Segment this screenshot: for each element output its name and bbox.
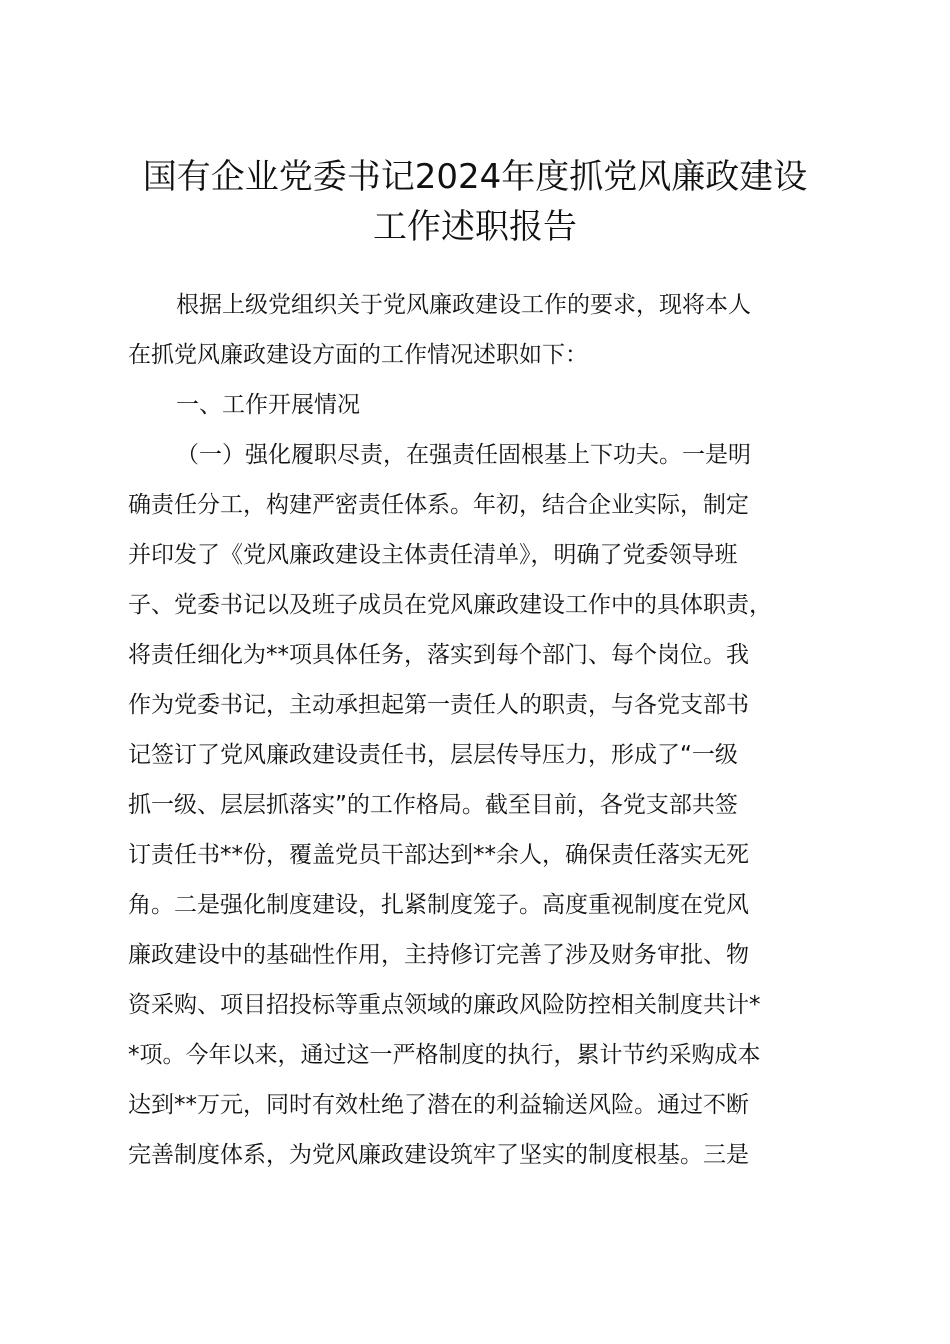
- title-line-1: 国有企业党委书记2024年度抓党风廉政建设: [142, 157, 808, 197]
- paragraph-line: 记签订了党风廉政建设责任书，层层传导压力，形成了“一级: [128, 742, 738, 768]
- intro-line-1: 根据上级党组织关于党风廉政建设工作的要求，现将本人: [176, 292, 751, 318]
- paragraph-line: 并印发了《党风廉政建设主体责任清单》，明确了党委领导班: [128, 542, 738, 568]
- document-body: [128, 280, 833, 1180]
- paragraph-line: 作为党委书记，主动承担起第一责任人的职责，与各党支部书: [128, 692, 749, 718]
- paragraph-line: 完善制度体系，为党风廉政建设筑牢了坚实的制度根基。三是: [128, 1142, 749, 1168]
- paragraph-line: *项。今年以来，通过这一严格制度的执行，累计节约采购成本: [128, 1042, 761, 1068]
- paragraph-line: 订责任书**份，覆盖党员干部达到**余人，确保责任落实无死: [128, 842, 749, 868]
- paragraph-line: 达到**万元，同时有效杜绝了潜在的利益输送风险。通过不断: [128, 1092, 749, 1118]
- paragraph-line: 将责任细化为**项具体任务，落实到每个部门、每个岗位。我: [128, 642, 749, 668]
- paragraph-line: 廉政建设中的基础性作用，主持修订完善了涉及财务审批、物: [128, 942, 749, 968]
- title-line-2: 工作述职报告: [373, 207, 577, 247]
- intro-line-2: 在抓党风廉政建设方面的工作情况述职如下：: [128, 342, 588, 368]
- section-heading: 一、工作开展情况: [176, 392, 360, 418]
- paragraph-line: （一）强化履职尽责，在强责任固根基上下功夫。一是明: [176, 442, 751, 468]
- paragraph-line: 角。二是强化制度建设，扎紧制度笼子。高度重视制度在党风: [128, 892, 749, 918]
- paragraph-line: 抓一级、层层抓落实”的工作格局。截至目前，各党支部共签: [128, 792, 738, 818]
- paragraph-line: 确责任分工，构建严密责任体系。年初，结合企业实际，制定: [128, 492, 749, 518]
- paragraph-line: 资采购、项目招投标等重点领域的廉政风险防控相关制度共计*: [128, 992, 761, 1018]
- paragraph-line: 子、党委书记以及班子成员在党风廉政建设工作中的具体职责，: [128, 592, 772, 618]
- document-title: [100, 152, 850, 252]
